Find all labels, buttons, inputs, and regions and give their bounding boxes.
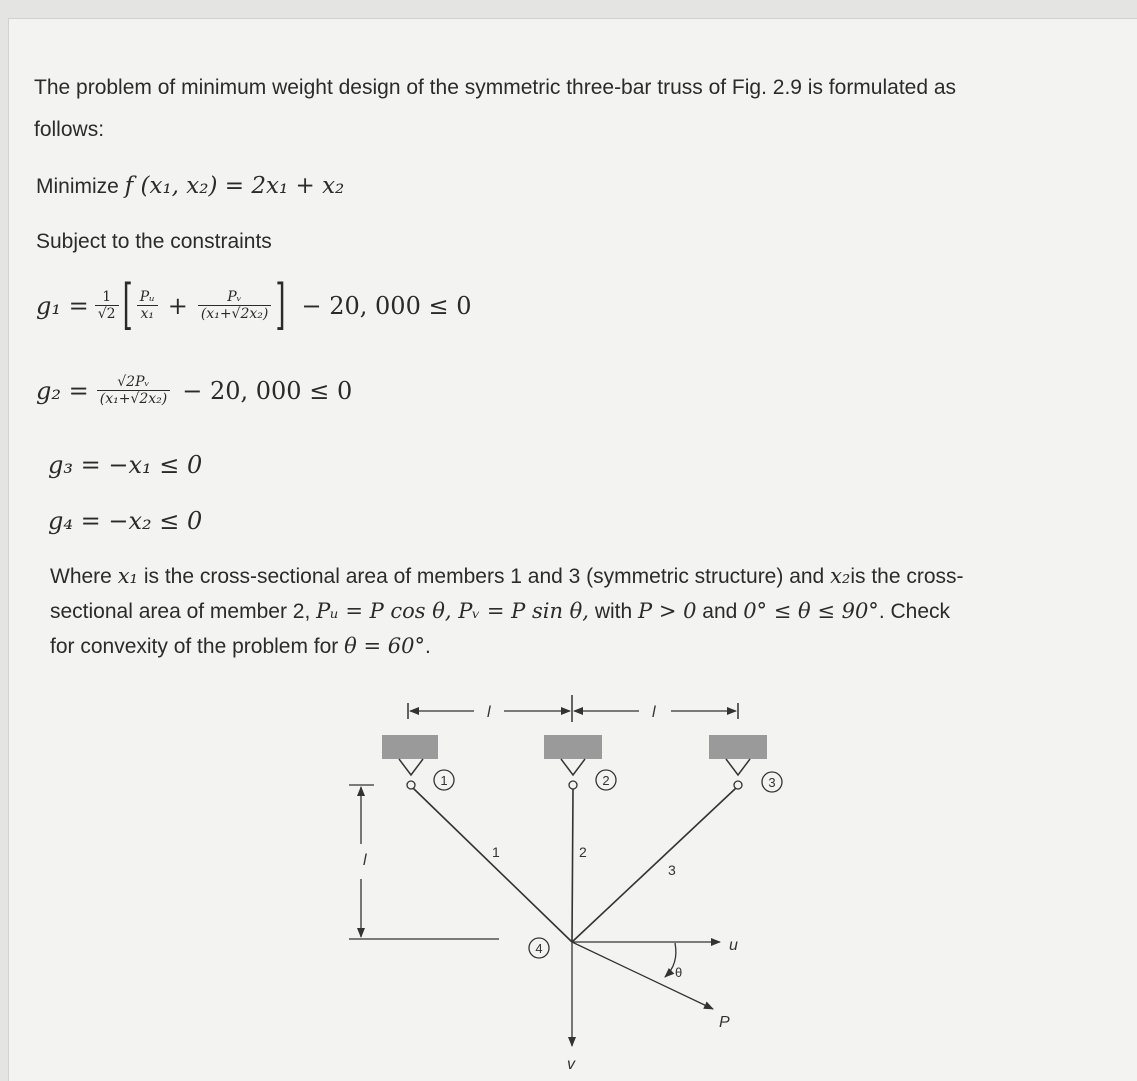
g2-den: (x₁+√2x₂) bbox=[99, 391, 168, 407]
g1-coef-num: 1 bbox=[95, 289, 119, 306]
u-label: u bbox=[729, 937, 738, 954]
member-2 bbox=[572, 789, 573, 942]
g2-tail: − 20, 000 ≤ 0 bbox=[182, 376, 353, 405]
page bbox=[8, 18, 1137, 1081]
member-label-2: 2 bbox=[579, 844, 587, 860]
span-label-right: l bbox=[652, 704, 656, 721]
node-label-1 bbox=[434, 770, 454, 790]
pin-3 bbox=[726, 759, 750, 775]
where-x2: x₂ bbox=[830, 564, 851, 588]
svg-text:4: 4 bbox=[535, 941, 543, 956]
node-label-2 bbox=[596, 770, 616, 790]
where-p-positive: P > 0 bbox=[638, 599, 697, 623]
span-dimension bbox=[408, 695, 738, 722]
g1-coef-den: √2 bbox=[97, 306, 116, 322]
where-text-5: with bbox=[594, 600, 633, 623]
support-block-2 bbox=[544, 735, 602, 759]
g1-term1-den: x₁ bbox=[140, 306, 154, 322]
member-3 bbox=[572, 788, 736, 942]
g1-lhs: g₁ = bbox=[36, 291, 89, 320]
member-label-1: 1 bbox=[492, 844, 500, 860]
member-label-3: 3 bbox=[668, 862, 676, 878]
node-label-3 bbox=[762, 772, 782, 792]
g1-open-bracket: [ bbox=[122, 274, 133, 337]
constraint-g4: g₄ = −x₂ ≤ 0 bbox=[48, 507, 203, 535]
g1-term2-num: Pᵥ bbox=[198, 289, 272, 306]
objective-expression: f (x₁, x₂) = 2x₁ + x₂ bbox=[124, 173, 345, 199]
g1-tail: − 20, 000 ≤ 0 bbox=[301, 291, 472, 320]
where-text-2: is the cross-sectional area of members 1 and 3 (symmetric structure) and bbox=[143, 565, 825, 588]
height-dimension bbox=[349, 785, 499, 939]
g1-term2-den: (x₁+√2x₂) bbox=[200, 306, 269, 322]
where-text-9: . bbox=[424, 635, 431, 658]
member-1 bbox=[413, 788, 572, 942]
where-pu-pv: Pᵤ = P cos θ, Pᵥ = P sin θ, bbox=[316, 599, 589, 623]
svg-text:1: 1 bbox=[440, 773, 448, 788]
span-label-left: l bbox=[487, 704, 491, 721]
where-theta-range: 0° ≤ θ ≤ 90° bbox=[743, 599, 879, 623]
constraints-heading: Subject to the constraints bbox=[36, 230, 272, 253]
where-text-7: . Check bbox=[878, 600, 951, 623]
height-label: l bbox=[363, 852, 367, 869]
g2-num: √2Pᵥ bbox=[97, 374, 171, 391]
where-text-4: sectional area of member 2, bbox=[50, 600, 311, 623]
g1-close-bracket: ] bbox=[275, 274, 286, 337]
objective-label: Minimize bbox=[36, 175, 119, 198]
node-label-4 bbox=[529, 938, 549, 958]
v-label: v bbox=[567, 1056, 575, 1073]
pin-2 bbox=[561, 759, 585, 775]
pin-1 bbox=[399, 759, 423, 775]
g2-lhs: g₂ = bbox=[36, 376, 89, 405]
svg-text:2: 2 bbox=[602, 773, 610, 788]
p-label: P bbox=[719, 1014, 730, 1031]
where-text-3: is the cross- bbox=[850, 565, 964, 588]
g1-term1-num: Pᵤ bbox=[137, 289, 158, 306]
g1-plus: + bbox=[167, 291, 188, 320]
truss-figure bbox=[9, 19, 1137, 1081]
support-block-3 bbox=[709, 735, 767, 759]
where-x1: x₁ bbox=[117, 564, 138, 588]
intro-line-2: follows: bbox=[34, 118, 105, 141]
load-p-arrow bbox=[572, 942, 713, 1009]
where-theta-value: θ = 60° bbox=[344, 634, 425, 658]
where-text-6: and bbox=[702, 600, 738, 623]
where-text-1: Where bbox=[50, 565, 112, 588]
support-block-1 bbox=[382, 735, 438, 759]
intro-line-1: The problem of minimum weight design of the symmetric three-bar truss of Fig. 2.9 is formulated as bbox=[34, 76, 957, 99]
where-text-8: for convexity of the problem for bbox=[50, 635, 339, 658]
svg-text:3: 3 bbox=[768, 775, 776, 790]
constraint-g3: g₃ = −x₁ ≤ 0 bbox=[48, 451, 203, 479]
theta-label: θ bbox=[675, 965, 683, 980]
